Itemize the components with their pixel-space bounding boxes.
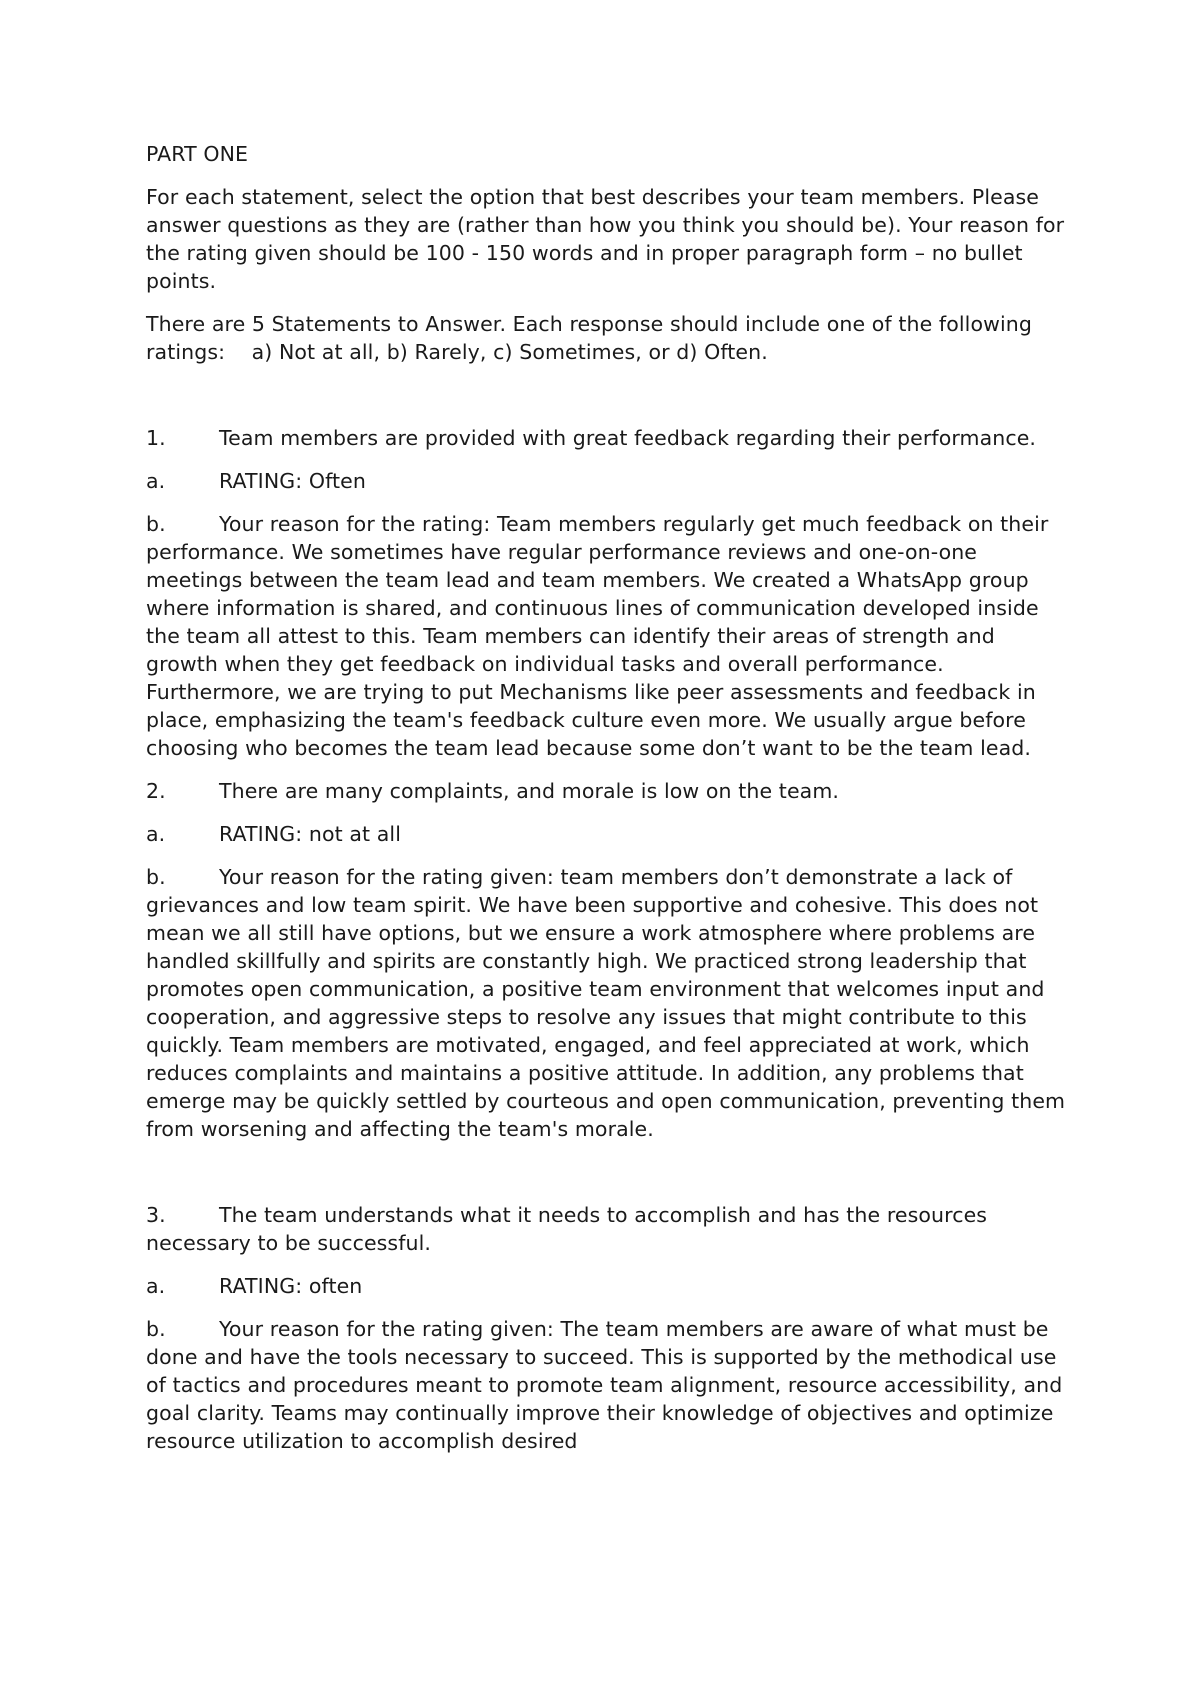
reason-1 <box>146 510 1066 762</box>
intro-paragraph: For each statement, select the option that best describes your team members. Please answer questions as they are (rather than how you think you should be). Your reason for the rating given should be 100 - 150 words and in proper paragraph form – no bullet points. <box>146 185 1065 293</box>
rating-marker: a. <box>146 469 166 493</box>
reason-marker: b. <box>146 1317 166 1341</box>
rating-text: RATING: often <box>219 1274 363 1298</box>
statement-2 <box>146 777 1066 805</box>
statement-text: The team understands what it needs to accomplish and has the resources necessary to be successful. <box>146 1203 988 1255</box>
reason-marker: b. <box>146 865 166 889</box>
spacer <box>146 381 1066 424</box>
reason-text: Your reason for the rating given: team members don’t demonstrate a lack of grievances and low team spirit. We have been supportive and cohesive. This does not mean we all still have options, but we ensure a work atmosphere where problems are handled skillfully and spirits are constantly high. We practiced strong leadership that promotes open communication, a positive team environment that welcomes input and cooperation, and aggressive steps to resolve any issues that might contribute to this quickly. Team members are motivated, engaged, and feel appreciated at work, which reduces complaints and maintains a positive attitude. In addition, any problems that emerge may be quickly settled by courteous and open communication, preventing them from worsening and affecting the team's morale. <box>146 865 1066 1141</box>
statement-3 <box>146 1201 1066 1257</box>
instructions-paragraph: There are 5 Statements to Answer. Each response should include one of the following ratings: a) Not at all, b) Rarely, c) Sometimes, or d) Often. <box>146 312 1039 364</box>
reason-3 <box>146 1315 1066 1455</box>
spacer <box>146 1158 1066 1201</box>
rating-marker: a. <box>146 1274 166 1298</box>
document-page <box>146 140 1066 1470</box>
rating-1 <box>146 467 1066 495</box>
rating-text: RATING: Often <box>219 469 366 493</box>
rating-2 <box>146 820 1066 848</box>
rating-marker: a. <box>146 822 166 846</box>
reason-text: Your reason for the rating: Team members regularly get much feedback on their performance. We sometimes have regular performance reviews and one-on-one meetings between the team lead and team members. We created a WhatsApp group where information is shared, and continuous lines of communication developed inside the team all attest to this. Team members can identify their areas of strength and growth when they get feedback on individual tasks and overall performance. Furthermore, we are trying to put Mechanisms like peer assessments and feedback in place, emphasizing the team's feedback culture even more. We usually argue before choosing who becomes the team lead because some don’t want to be the team lead. <box>146 512 1049 760</box>
statement-text: Team members are provided with great feedback regarding their performance. <box>219 426 1037 450</box>
rating-3 <box>146 1272 1066 1300</box>
rating-text: RATING: not at all <box>219 822 402 846</box>
statement-text: There are many complaints, and morale is low on the team. <box>219 779 839 803</box>
reason-2 <box>146 863 1066 1143</box>
statement-number: 1. <box>146 426 166 450</box>
statement-number: 2. <box>146 779 166 803</box>
reason-marker: b. <box>146 512 166 536</box>
statement-1 <box>146 424 1066 452</box>
reason-text: Your reason for the rating given: The team members are aware of what must be done and have the tools necessary to succeed. This is supported by the methodical use of tactics and procedures meant to promote team alignment, resource accessibility, and goal clarity. Teams may continually improve their knowledge of objectives and optimize resource utilization to accomplish desired <box>146 1317 1063 1453</box>
part-heading: PART ONE <box>146 142 249 166</box>
statement-number: 3. <box>146 1203 166 1227</box>
